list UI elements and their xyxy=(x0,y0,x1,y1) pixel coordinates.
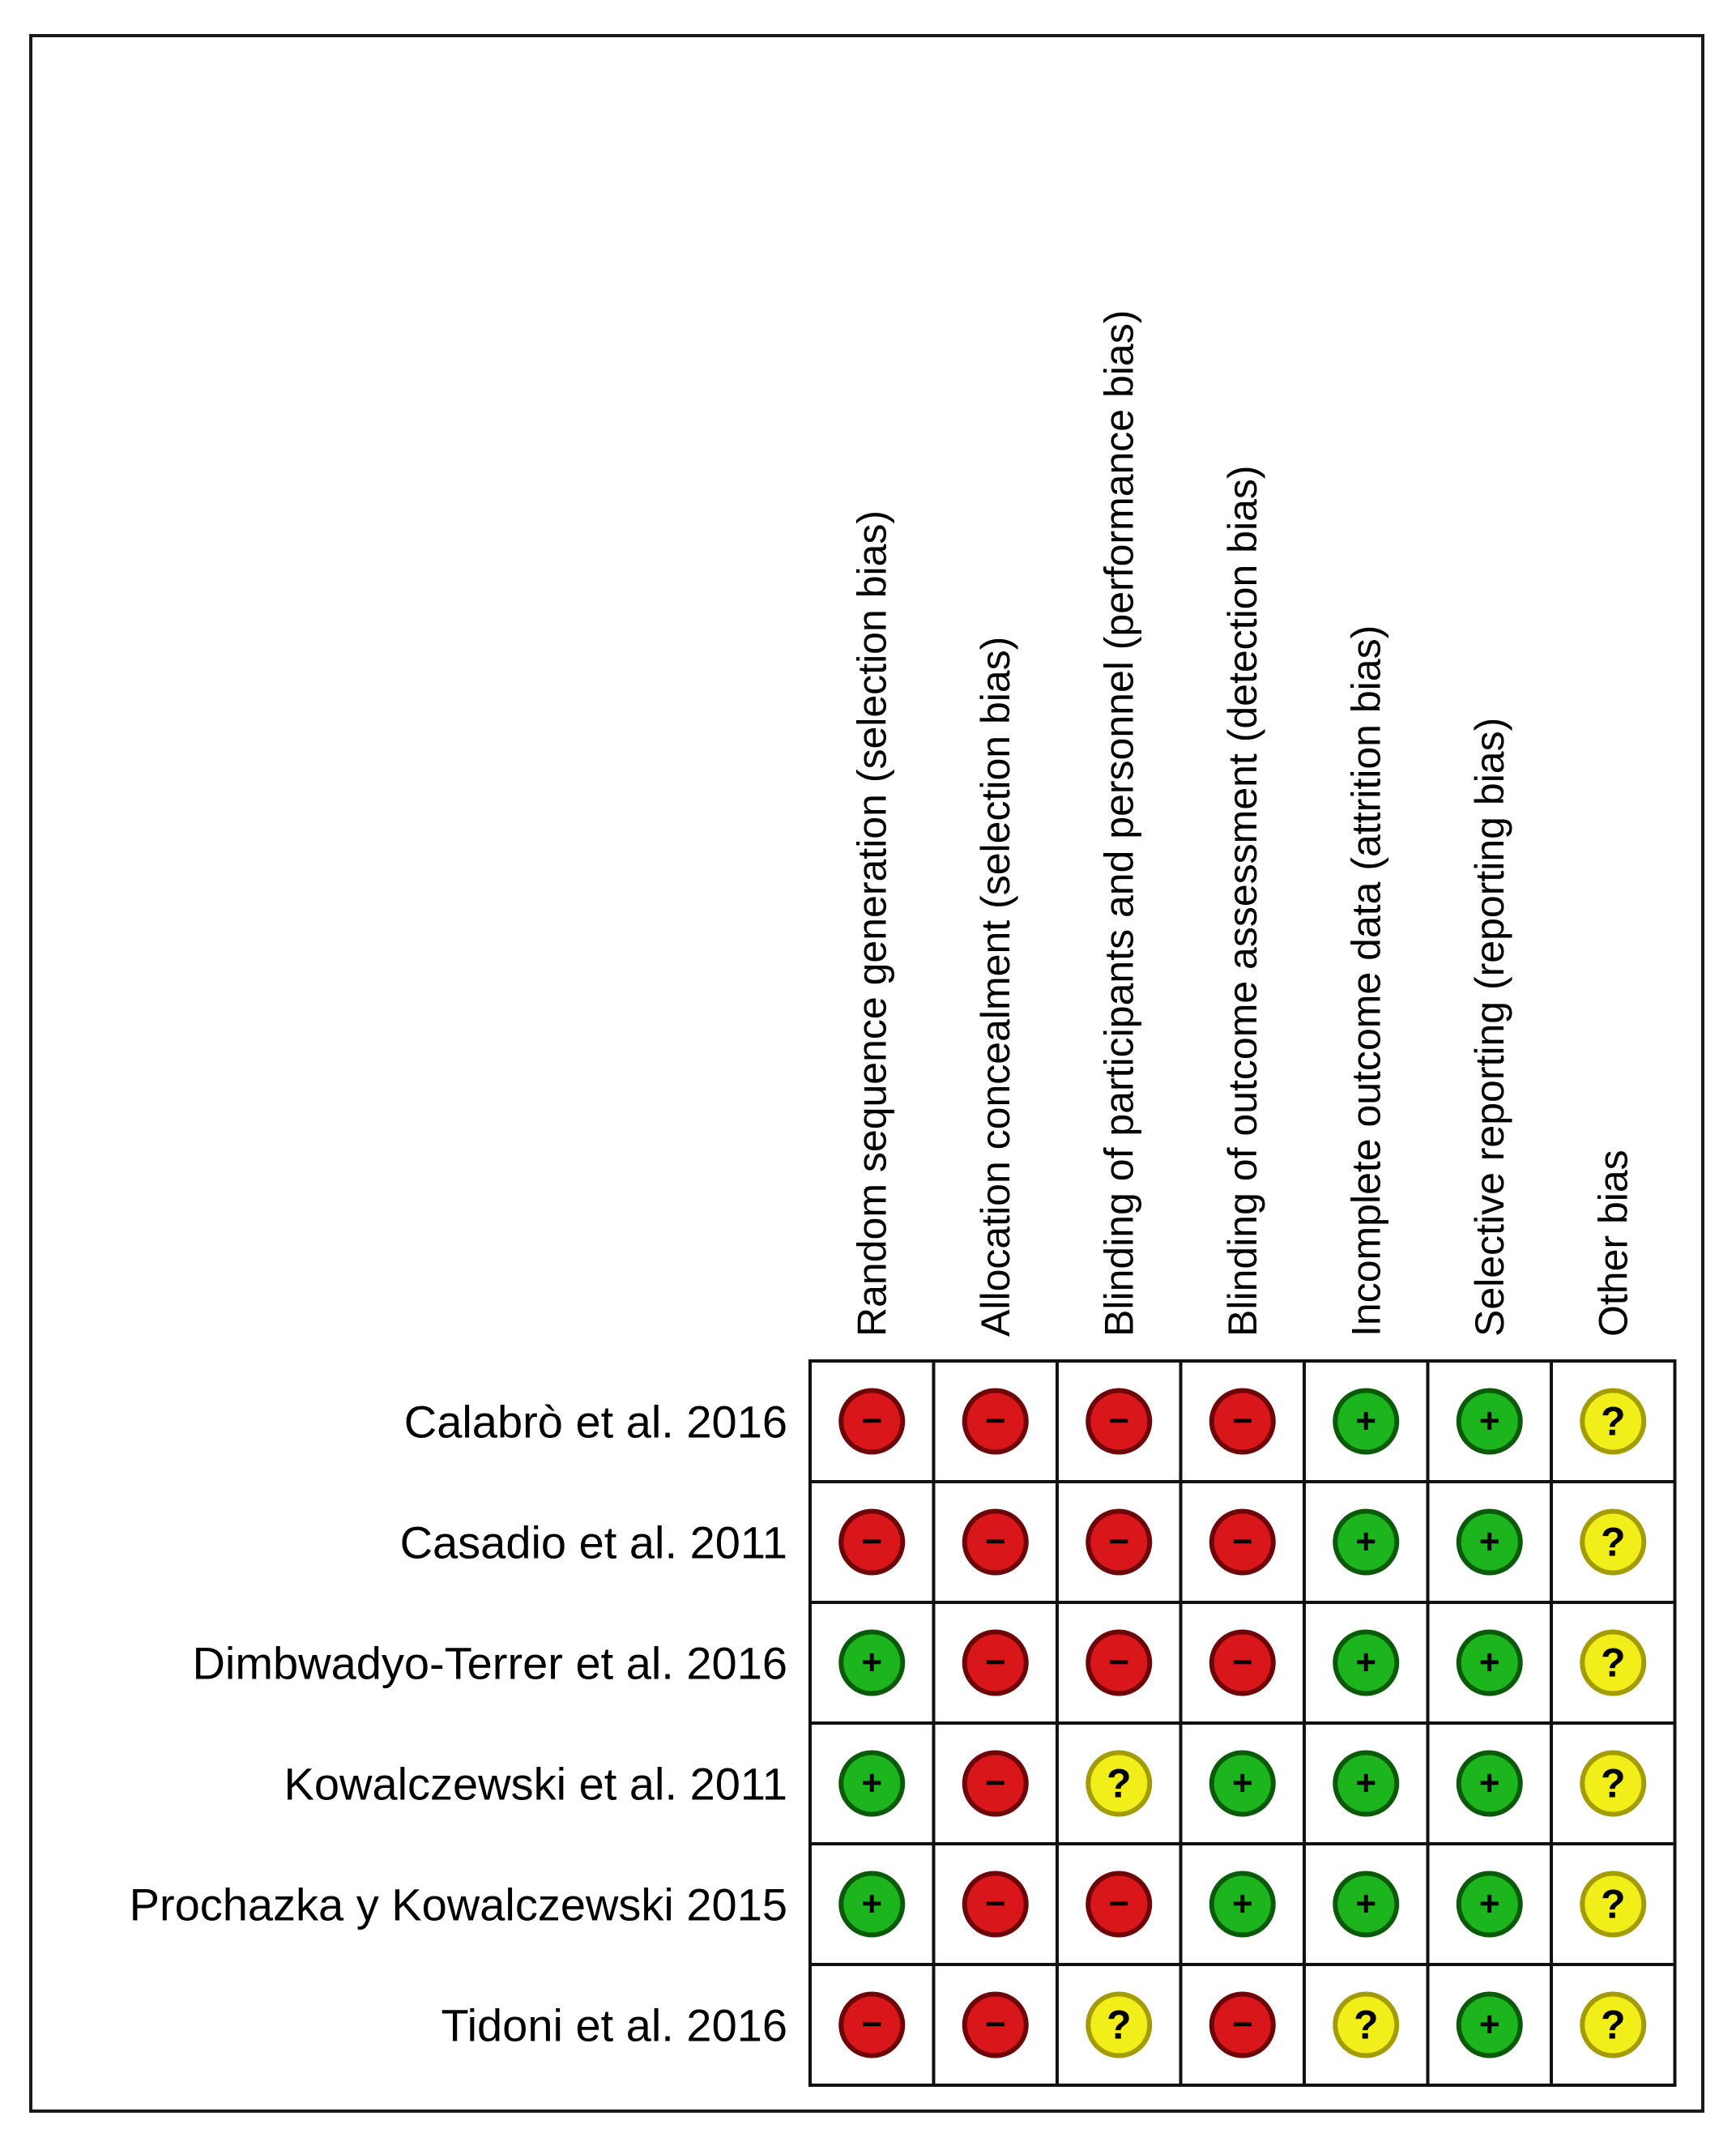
symbol-glyph: − xyxy=(861,2004,883,2045)
judgement-low-icon xyxy=(1333,1630,1399,1696)
symbol-glyph: − xyxy=(861,1521,883,1562)
judgement-low-icon xyxy=(838,1871,905,1938)
symbol-glyph: − xyxy=(1231,1642,1253,1683)
judgement-low-icon xyxy=(1457,1751,1523,1817)
judgement-high-icon xyxy=(962,1630,1029,1696)
symbol-glyph: ? xyxy=(1106,2002,1132,2048)
judgement-unclear-icon xyxy=(1086,1751,1152,1817)
study-labels xyxy=(130,1397,787,2051)
symbol-glyph: − xyxy=(1108,1642,1130,1683)
judgement-unclear-icon xyxy=(1580,1992,1646,2058)
judgement-unclear-icon xyxy=(1580,1630,1646,1696)
judgement-low-icon xyxy=(1333,1389,1399,1455)
symbol-glyph: + xyxy=(1478,1521,1500,1562)
symbol-glyph: + xyxy=(1231,1883,1253,1924)
judgement-low-icon xyxy=(1333,1509,1399,1576)
column-header: Allocation concealment (selection bias) xyxy=(972,636,1018,1337)
judgement-high-icon xyxy=(962,1509,1029,1576)
symbol-glyph: − xyxy=(984,1401,1006,1441)
symbol-glyph: − xyxy=(1231,2004,1253,2045)
symbol-glyph: ? xyxy=(1600,1640,1626,1686)
judgement-high-icon xyxy=(1209,1630,1276,1696)
study-label: Tidoni et al. 2016 xyxy=(441,1999,787,2051)
judgement-high-icon xyxy=(1209,1389,1276,1455)
symbol-glyph: + xyxy=(1231,1763,1253,1803)
judgement-unclear-icon xyxy=(1580,1509,1646,1576)
judgement-high-icon xyxy=(838,1389,905,1455)
symbol-glyph: + xyxy=(861,1642,883,1683)
symbol-glyph: − xyxy=(1108,1401,1130,1441)
symbol-glyph: ? xyxy=(1600,1760,1626,1807)
judgement-high-icon xyxy=(1209,1509,1276,1576)
judgement-low-icon xyxy=(838,1630,905,1696)
judgement-low-icon xyxy=(1457,1509,1523,1576)
judgement-grid xyxy=(810,1361,1675,2085)
judgement-low-icon xyxy=(1333,1871,1399,1938)
column-header: Blinding of outcome assessment (detection bias) xyxy=(1219,465,1265,1337)
judgement-low-icon xyxy=(1333,1751,1399,1817)
judgement-low-icon xyxy=(1457,1992,1523,2058)
judgement-high-icon xyxy=(1209,1992,1276,2058)
symbol-glyph: + xyxy=(861,1883,883,1924)
judgement-high-icon xyxy=(962,1871,1029,1938)
symbol-glyph: ? xyxy=(1353,2002,1379,2048)
judgement-high-icon xyxy=(1086,1509,1152,1576)
column-header: Incomplete outcome data (attrition bias) xyxy=(1343,625,1389,1337)
study-label: Dimbwadyo-Terrer et al. 2016 xyxy=(192,1637,787,1689)
symbol-glyph: − xyxy=(1231,1401,1253,1441)
judgement-high-icon xyxy=(962,1751,1029,1817)
symbol-glyph: − xyxy=(1108,1883,1130,1924)
study-label: Calabrò et al. 2016 xyxy=(403,1396,787,1448)
symbol-glyph: + xyxy=(1478,1642,1500,1683)
symbol-glyph: + xyxy=(1355,1521,1377,1562)
symbol-glyph: ? xyxy=(1106,1760,1132,1807)
judgement-unclear-icon xyxy=(1580,1871,1646,1938)
judgement-high-icon xyxy=(962,1992,1029,2058)
symbol-glyph: − xyxy=(1231,1521,1253,1562)
symbol-glyph: ? xyxy=(1600,1398,1626,1444)
symbol-glyph: − xyxy=(1108,1521,1130,1562)
study-label: Casadio et al. 2011 xyxy=(399,1517,787,1568)
judgement-unclear-icon xyxy=(1086,1992,1152,2058)
column-header: Other bias xyxy=(1590,1150,1636,1337)
symbol-glyph: − xyxy=(984,1642,1006,1683)
symbol-glyph: ? xyxy=(1600,1519,1626,1565)
judgement-low-icon xyxy=(1457,1871,1523,1938)
symbol-glyph: − xyxy=(984,1883,1006,1924)
symbol-glyph: − xyxy=(984,2004,1006,2045)
symbol-glyph: + xyxy=(1478,1763,1500,1803)
judgement-high-icon xyxy=(1086,1630,1152,1696)
judgement-low-icon xyxy=(1457,1389,1523,1455)
judgement-unclear-icon xyxy=(1580,1751,1646,1817)
judgement-high-icon xyxy=(1086,1389,1152,1455)
column-header: Blinding of participants and personnel (performance bias) xyxy=(1096,309,1142,1337)
judgement-high-icon xyxy=(838,1509,905,1576)
judgement-unclear-icon xyxy=(1333,1992,1399,2058)
judgement-high-icon xyxy=(962,1389,1029,1455)
judgement-high-icon xyxy=(838,1992,905,2058)
symbol-glyph: − xyxy=(984,1763,1006,1803)
column-headers xyxy=(849,310,1636,1337)
symbol-glyph: + xyxy=(1478,1883,1500,1924)
symbol-glyph: + xyxy=(1355,1401,1377,1441)
symbol-glyph: + xyxy=(1355,1883,1377,1924)
judgement-low-icon xyxy=(1457,1630,1523,1696)
column-header: Selective reporting (reporting bias) xyxy=(1466,717,1512,1337)
column-header: Random sequence generation (selection bias) xyxy=(849,510,895,1337)
judgement-low-icon xyxy=(838,1751,905,1817)
judgement-high-icon xyxy=(1086,1871,1152,1938)
symbol-glyph: + xyxy=(1478,2004,1500,2045)
symbol-glyph: ? xyxy=(1600,1881,1626,1927)
symbol-glyph: + xyxy=(1355,1763,1377,1803)
judgement-low-icon xyxy=(1209,1751,1276,1817)
symbol-glyph: + xyxy=(861,1763,883,1803)
judgement-unclear-icon xyxy=(1580,1389,1646,1455)
symbol-glyph: − xyxy=(861,1401,883,1441)
symbol-glyph: ? xyxy=(1600,2002,1626,2048)
study-label: Kowalczewski et al. 2011 xyxy=(284,1758,787,1810)
symbol-glyph: + xyxy=(1355,1642,1377,1683)
symbol-glyph: + xyxy=(1478,1401,1500,1441)
symbol-glyph: − xyxy=(984,1521,1006,1562)
study-label: Prochazka y Kowalczewski 2015 xyxy=(129,1879,787,1930)
judgement-low-icon xyxy=(1209,1871,1276,1938)
